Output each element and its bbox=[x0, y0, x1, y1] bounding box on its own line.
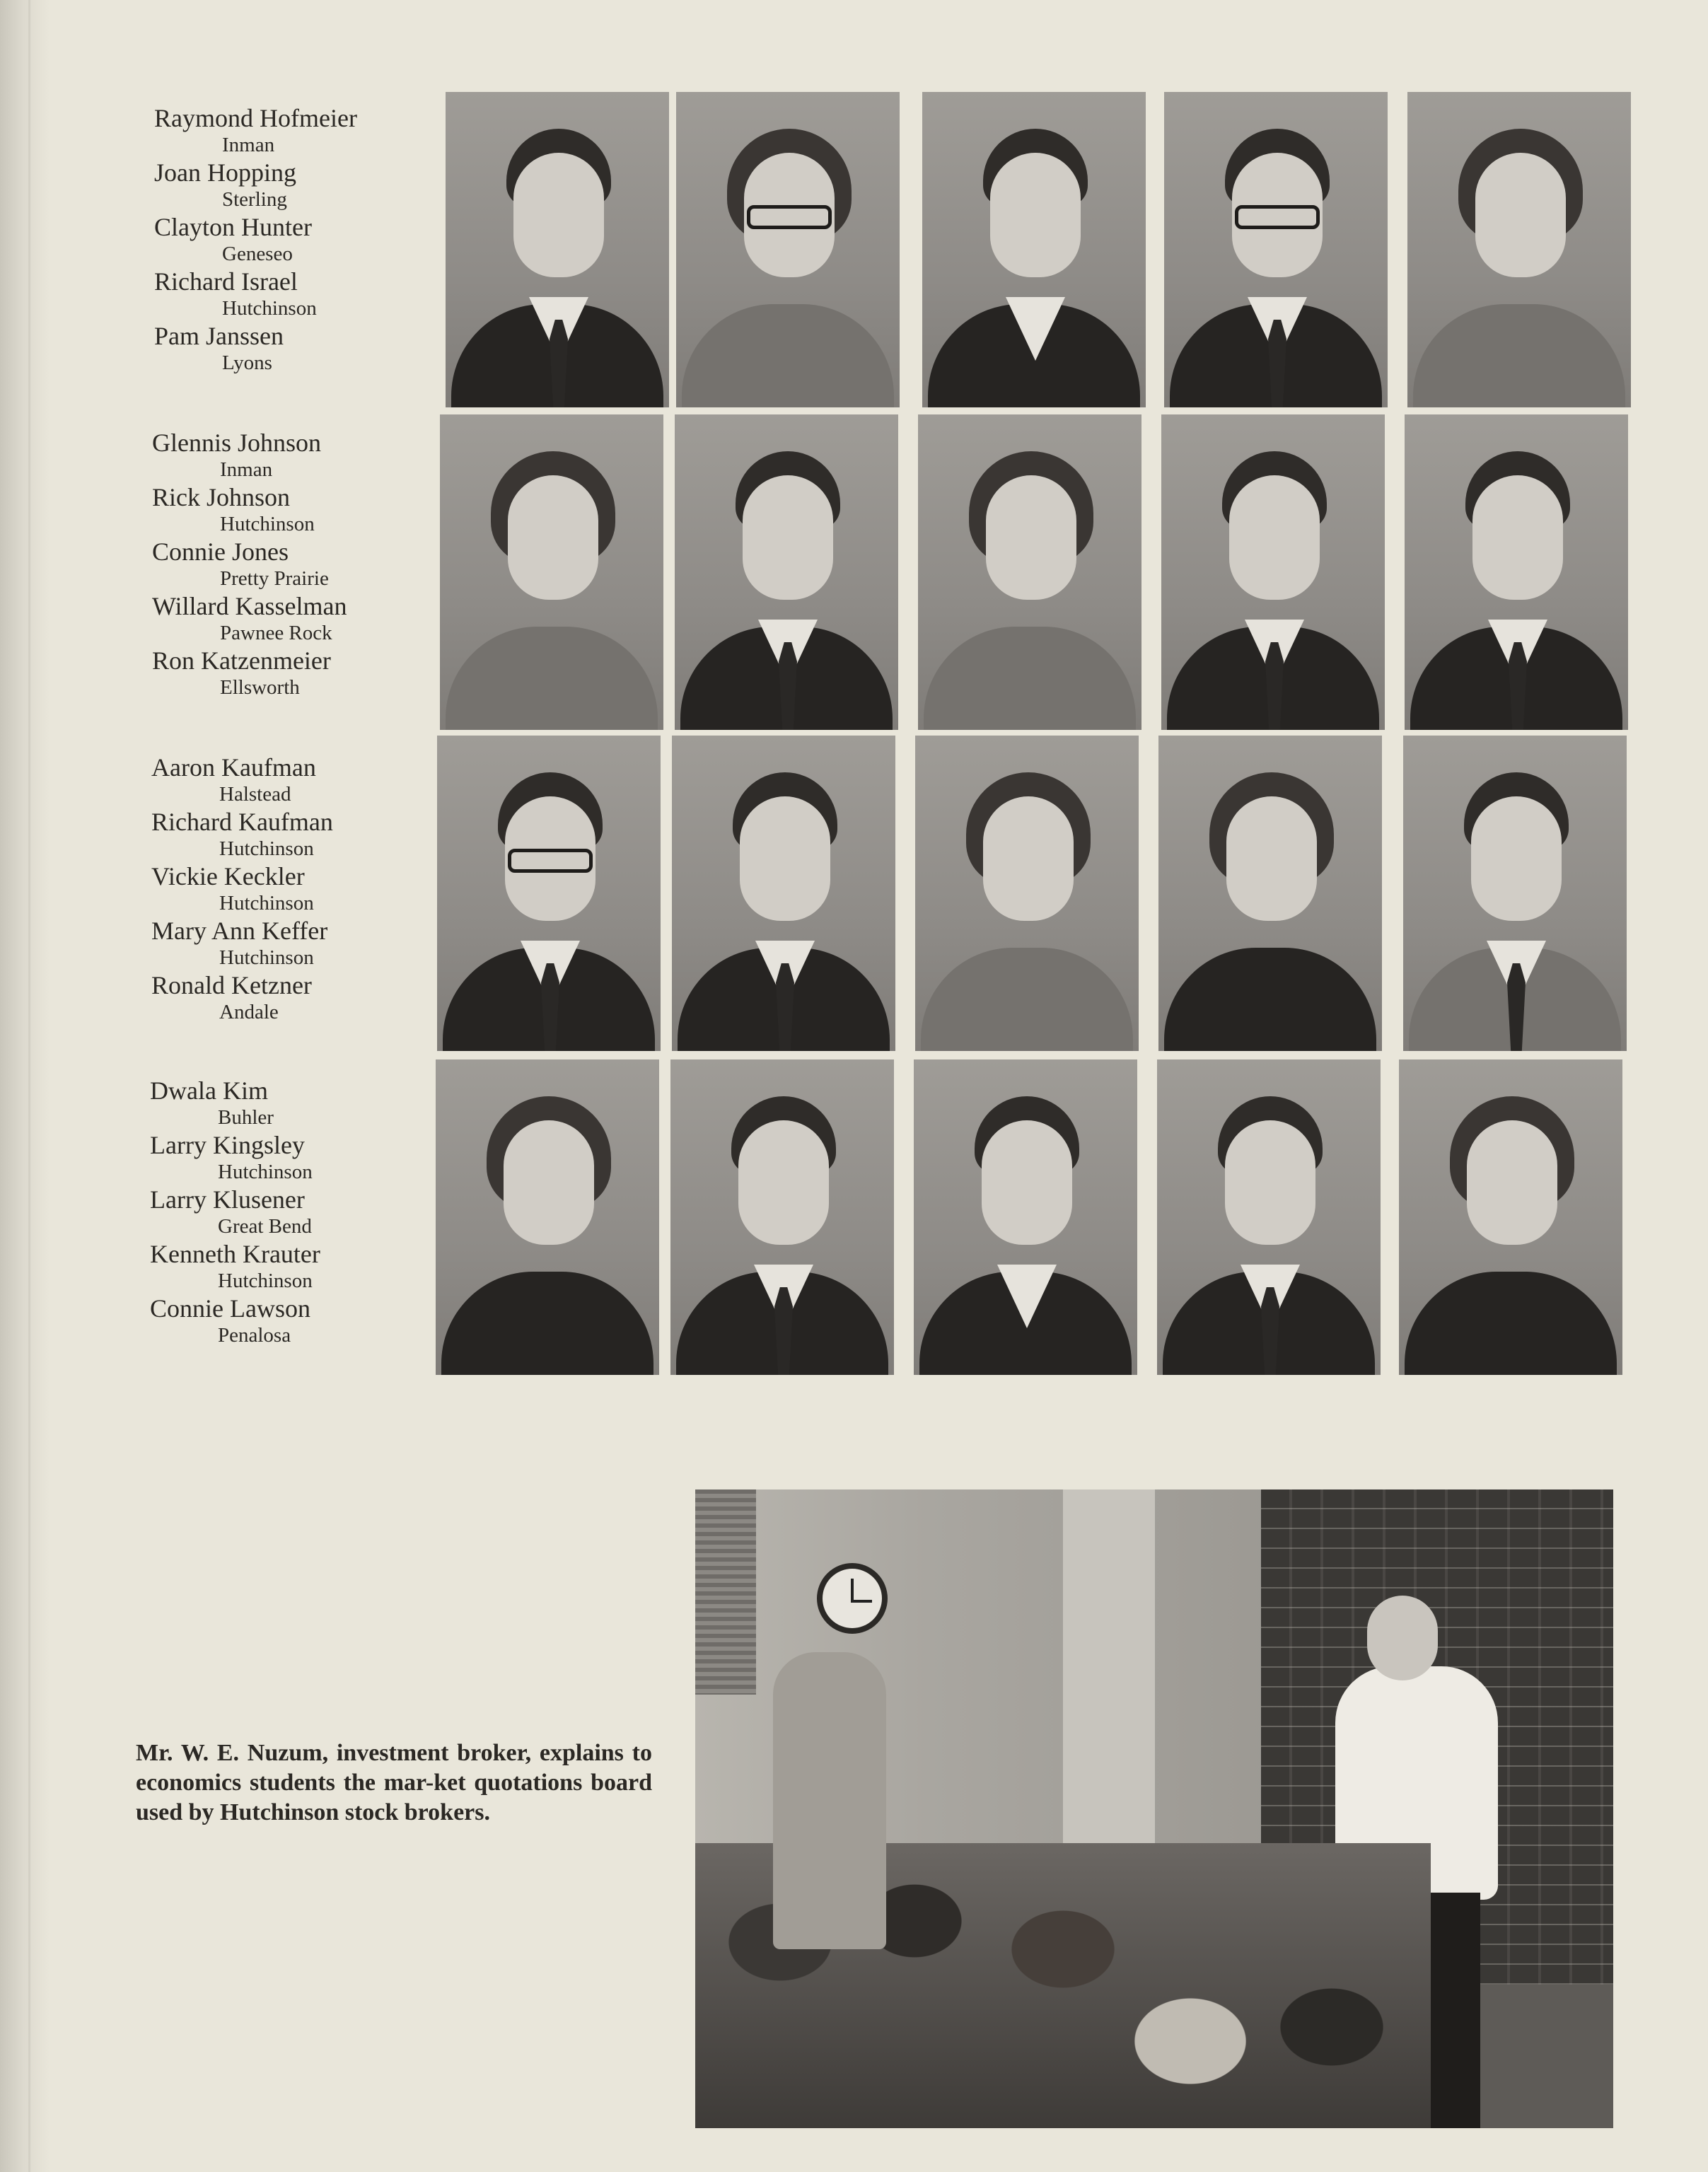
student-entry bbox=[154, 211, 451, 266]
student-town: Hutchinson bbox=[219, 892, 314, 914]
student-town: Hutchinson bbox=[220, 513, 315, 535]
student-entry bbox=[151, 915, 448, 970]
student-name: Larry Klusener bbox=[150, 1185, 305, 1214]
portrait-photo bbox=[1407, 92, 1631, 407]
student-name: Mary Ann Keffer bbox=[151, 917, 328, 945]
portrait-row-3 bbox=[437, 736, 1632, 1051]
portrait-row-4 bbox=[436, 1059, 1631, 1375]
student-name: Kenneth Krauter bbox=[150, 1240, 320, 1268]
portrait-photo bbox=[446, 92, 669, 407]
portrait-photo bbox=[914, 1059, 1137, 1375]
student-entry bbox=[150, 1075, 447, 1129]
student-entry bbox=[152, 591, 449, 645]
portrait-photo bbox=[676, 92, 900, 407]
student-name: Larry Kingsley bbox=[150, 1131, 305, 1159]
student-entry bbox=[154, 103, 451, 157]
student-entry bbox=[154, 320, 451, 375]
standing-student bbox=[773, 1652, 886, 1949]
student-entry bbox=[151, 752, 448, 806]
instructor-head bbox=[1367, 1596, 1438, 1680]
student-town: Hutchinson bbox=[222, 297, 317, 320]
name-group-2 bbox=[152, 427, 449, 699]
student-town: Ellsworth bbox=[220, 676, 300, 699]
portrait-photo bbox=[440, 414, 663, 730]
student-name: Dwala Kim bbox=[150, 1076, 268, 1105]
portrait-photo bbox=[918, 414, 1141, 730]
student-entry bbox=[150, 1129, 447, 1184]
student-town: Penalosa bbox=[218, 1324, 291, 1347]
student-name: Vickie Keckler bbox=[151, 862, 305, 890]
student-name: Richard Israel bbox=[154, 267, 298, 296]
student-town: Pretty Prairie bbox=[220, 567, 329, 590]
student-town: Inman bbox=[222, 134, 275, 156]
student-town: Hutchinson bbox=[219, 837, 314, 860]
portrait-photo bbox=[1158, 736, 1382, 1051]
portrait-photo bbox=[1164, 92, 1388, 407]
student-town: Great Bend bbox=[218, 1215, 312, 1238]
name-group-3 bbox=[151, 752, 448, 1024]
portrait-photo bbox=[922, 92, 1146, 407]
wall-clock-icon bbox=[817, 1563, 888, 1634]
student-entry bbox=[152, 427, 449, 482]
student-entry bbox=[151, 861, 448, 915]
student-name: Pam Janssen bbox=[154, 322, 284, 350]
student-name: Glennis Johnson bbox=[152, 429, 322, 457]
student-town: Sterling bbox=[222, 188, 287, 211]
name-group-4 bbox=[150, 1075, 447, 1347]
student-name: Ronald Ketzner bbox=[151, 971, 312, 999]
student-name: Clayton Hunter bbox=[154, 213, 312, 241]
portrait-row-1 bbox=[446, 92, 1634, 407]
student-entry bbox=[152, 536, 449, 591]
student-town: Hutchinson bbox=[218, 1270, 313, 1292]
portrait-photo bbox=[670, 1059, 894, 1375]
student-name: Aaron Kaufman bbox=[151, 753, 316, 782]
student-name: Connie Jones bbox=[152, 538, 289, 566]
portrait-row-2 bbox=[440, 414, 1632, 730]
portrait-photo bbox=[672, 736, 895, 1051]
portrait-photo bbox=[1403, 736, 1627, 1051]
student-name: Connie Lawson bbox=[150, 1294, 310, 1323]
student-town: Andale bbox=[219, 1001, 279, 1023]
student-entry bbox=[154, 157, 451, 211]
photo-caption: Mr. W. E. Nuzum, investment broker, explains to economics students the mar-ket quotations board used by Hutchinson stock brokers. bbox=[136, 1740, 652, 1825]
page-gutter bbox=[0, 0, 50, 2172]
student-town: Hutchinson bbox=[219, 946, 314, 969]
portrait-photo bbox=[915, 736, 1139, 1051]
student-name: Rick Johnson bbox=[152, 483, 291, 511]
student-town: Geneseo bbox=[222, 243, 293, 265]
student-name: Richard Kaufman bbox=[151, 808, 333, 836]
student-entry bbox=[150, 1184, 447, 1238]
portrait-photo bbox=[1405, 414, 1628, 730]
student-name: Joan Hopping bbox=[154, 158, 296, 187]
window-blinds bbox=[695, 1489, 756, 1695]
student-entry bbox=[152, 645, 449, 699]
classroom-photo bbox=[695, 1489, 1613, 2128]
student-entry bbox=[151, 970, 448, 1024]
portrait-photo bbox=[675, 414, 898, 730]
student-name: Willard Kasselman bbox=[152, 592, 347, 620]
student-town: Buhler bbox=[218, 1106, 274, 1129]
student-town: Lyons bbox=[222, 352, 272, 374]
student-town: Hutchinson bbox=[218, 1161, 313, 1183]
student-entry bbox=[154, 266, 451, 320]
student-town: Halstead bbox=[219, 783, 291, 806]
portrait-photo bbox=[437, 736, 661, 1051]
portrait-photo bbox=[1399, 1059, 1622, 1375]
portrait-photo bbox=[436, 1059, 659, 1375]
student-town: Pawnee Rock bbox=[220, 622, 332, 644]
student-entry bbox=[151, 806, 448, 861]
student-entry bbox=[150, 1238, 447, 1293]
portrait-photo bbox=[1161, 414, 1385, 730]
student-name: Ron Katzenmeier bbox=[152, 646, 331, 675]
name-group-1 bbox=[154, 103, 451, 375]
student-name: Raymond Hofmeier bbox=[154, 104, 357, 132]
portrait-photo bbox=[1157, 1059, 1381, 1375]
binding-edge bbox=[28, 0, 30, 2172]
student-entry bbox=[152, 482, 449, 536]
student-entry bbox=[150, 1293, 447, 1347]
student-town: Inman bbox=[220, 458, 273, 481]
